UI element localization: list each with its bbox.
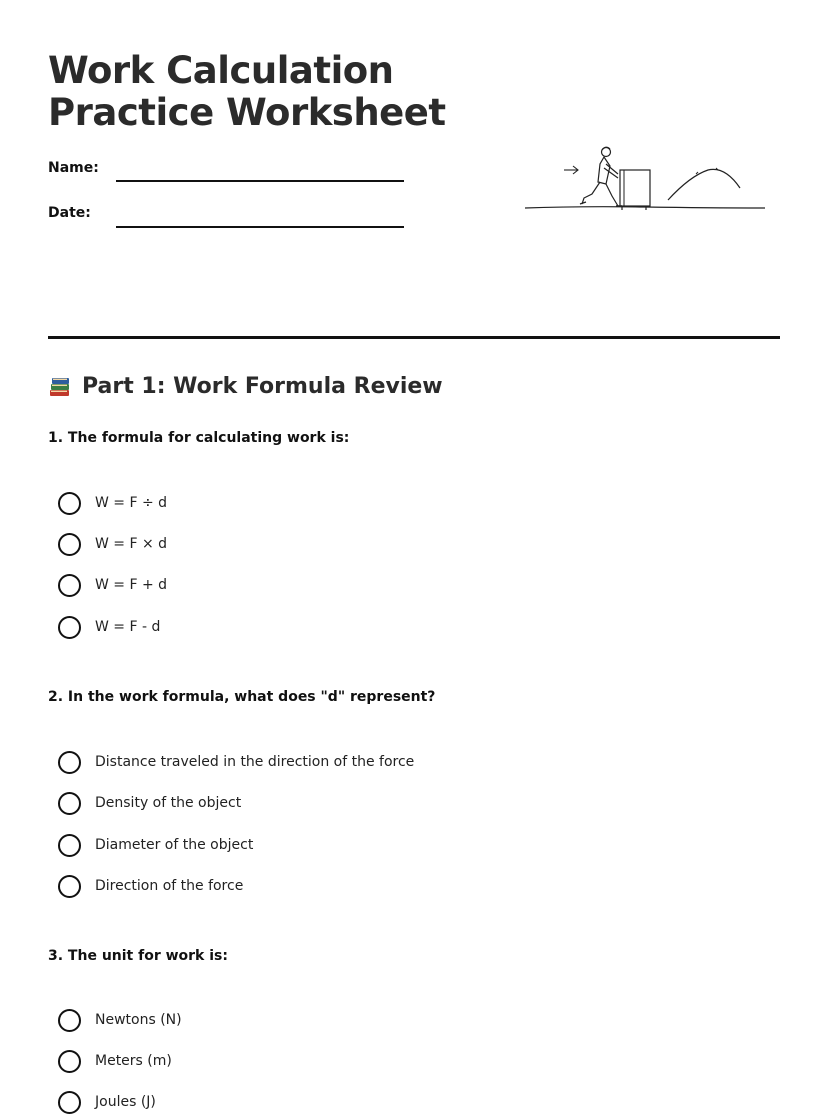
- q3-option-a[interactable]: [58, 1007, 182, 1033]
- radio-button[interactable]: [58, 533, 81, 556]
- option-label: Distance traveled in the direction of the force: [95, 754, 415, 770]
- option-label: W = F ÷ d: [95, 495, 168, 511]
- radio-button[interactable]: [58, 1091, 81, 1114]
- option-label: Diameter of the object: [95, 837, 254, 853]
- date-field[interactable]: [116, 226, 404, 228]
- option-label: Newtons (N): [95, 1012, 182, 1028]
- date-label: Date:: [48, 205, 91, 221]
- q2-option-a[interactable]: [58, 749, 414, 775]
- person-pushing-box-illustration: [520, 140, 770, 220]
- q2-option-c[interactable]: [58, 832, 253, 858]
- q2-option-d[interactable]: [58, 873, 243, 899]
- q3-option-c[interactable]: [58, 1089, 156, 1115]
- radio-button[interactable]: [58, 616, 81, 639]
- option-label: Joules (J): [95, 1094, 156, 1110]
- radio-button[interactable]: [58, 875, 81, 898]
- name-field[interactable]: [116, 180, 404, 182]
- question-1: 1. The formula for calculating work is:: [48, 430, 350, 446]
- option-label: W = F - d: [95, 619, 161, 635]
- option-label: W = F × d: [95, 536, 168, 552]
- q3-option-b[interactable]: [58, 1048, 172, 1074]
- section-divider: [48, 336, 780, 339]
- q1-option-d[interactable]: [58, 614, 160, 640]
- radio-button[interactable]: [58, 574, 81, 597]
- title-line-1: Work Calculation: [48, 49, 394, 92]
- q2-option-b[interactable]: [58, 790, 241, 816]
- q1-option-b[interactable]: [58, 531, 167, 557]
- option-label: W = F + d: [95, 577, 168, 593]
- question-2: 2. In the work formula, what does "d" represent?: [48, 689, 436, 705]
- radio-button[interactable]: [58, 834, 81, 857]
- option-label: Direction of the force: [95, 878, 244, 894]
- radio-button[interactable]: [58, 792, 81, 815]
- radio-button[interactable]: [58, 492, 81, 515]
- page-title: [48, 50, 446, 134]
- radio-button[interactable]: [58, 751, 81, 774]
- name-label: Name:: [48, 160, 99, 176]
- q1-option-c[interactable]: [58, 572, 167, 598]
- books-icon: [48, 375, 72, 399]
- q1-option-a[interactable]: [58, 490, 167, 516]
- part1-heading: [48, 374, 443, 399]
- option-label: Meters (m): [95, 1053, 172, 1069]
- title-line-2: Practice Worksheet: [48, 91, 446, 134]
- option-label: Density of the object: [95, 795, 242, 811]
- radio-button[interactable]: [58, 1009, 81, 1032]
- question-3: 3. The unit for work is:: [48, 948, 228, 964]
- part1-title: Part 1: Work Formula Review: [82, 374, 443, 399]
- radio-button[interactable]: [58, 1050, 81, 1073]
